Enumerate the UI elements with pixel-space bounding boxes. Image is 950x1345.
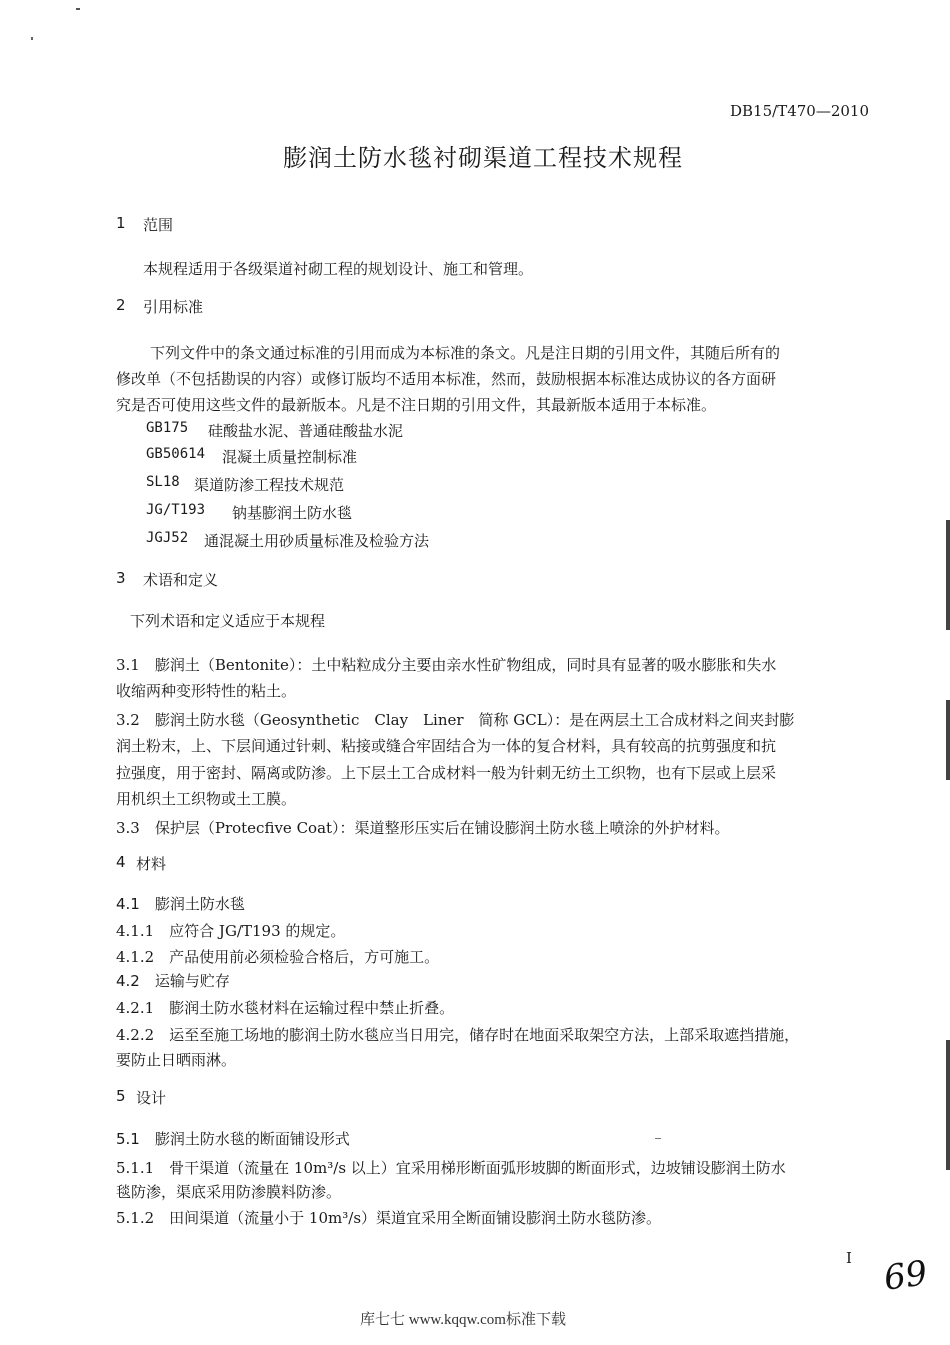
ref-code: GB175 [146, 420, 189, 436]
subsection-4-1: 4.1 膨润土防水毯 [116, 895, 245, 913]
clause-4-1-2: 4.1.2 产品使用前必须检验合格后，方可施工。 [116, 948, 440, 966]
term-3-2-line: 拉强度，用于密封、隔离或防渗。上下层土工合成材料一般为针刺无纺土工织物，也有下层或上层采 [116, 764, 777, 782]
subsection-5-1: 5.1 膨润土防水毯的断面铺设形式 [116, 1130, 350, 1148]
footer-watermark: 库七七 www.kqqw.com标准下载 [360, 1312, 566, 1328]
scan-speck [655, 1138, 661, 1139]
section-3-intro: 下列术语和定义适应于本规程 [130, 612, 326, 630]
ref-name: 混凝土质量控制标准 [222, 448, 358, 466]
scan-speck [31, 37, 33, 40]
section-2-para-line: 修改单（不包括勘误的内容）或修订版均不适用本标准，然而，鼓励根据本标准达成协议的各方面研 [116, 370, 777, 388]
section-3-number: 3 [116, 569, 126, 587]
ref-code: JGJ52 [146, 530, 189, 546]
scan-speck [76, 8, 80, 10]
ref-name: 硅酸盐水泥、普通硅酸盐水泥 [208, 422, 404, 440]
section-3-heading: 术语和定义 [143, 571, 219, 589]
clause-5-1-1-line: 5.1.1 骨干渠道（流量在 10m³/s 以上）宜采用梯形断面弧形坡脚的断面形式，边坡铺设膨润土防水 [116, 1159, 786, 1177]
ref-code: SL18 [146, 474, 180, 490]
ref-name: 钠基膨润土防水毯 [232, 504, 353, 522]
scan-edge [946, 700, 950, 780]
handwritten-page-number: 69 [881, 1253, 930, 1299]
section-1-text: 本规程适用于各级渠道衬砌工程的规划设计、施工和管理。 [143, 260, 534, 278]
term-3-2-line: 润土粉末，上、下层间通过针刺、粘接或缝合牢固结合为一体的复合材料，具有较高的抗剪强度和抗 [116, 737, 777, 755]
term-3-1-line: 3.1 膨润土（Bentonite）：土中粘粒成分主要由亲水性矿物组成，同时具有显著的吸水膨胀和失水 [116, 656, 777, 674]
clause-4-2-1: 4.2.1 膨润土防水毯材料在运输过程中禁止折叠。 [116, 999, 455, 1017]
clause-5-1-2: 5.1.2 田间渠道（流量小于 10m³/s）渠道宜采用全断面铺设膨润土防水毯防渗。 [116, 1209, 662, 1227]
section-2-para-line: 下列文件中的条文通过标准的引用而成为本标准的条文。凡是注日期的引用文件，其随后所有的 [150, 344, 781, 362]
page-number: I [846, 1249, 852, 1267]
document-code: DB15/T470—2010 [730, 102, 869, 120]
section-1-number: 1 [116, 214, 126, 232]
term-3-2-line: 用机织土工织物或土工膜。 [116, 790, 297, 808]
ref-name: 通混凝土用砂质量标准及检验方法 [204, 532, 430, 550]
ref-name: 渠道防渗工程技术规范 [194, 476, 345, 494]
section-4-heading: 材料 [136, 855, 167, 873]
ref-code: JG/T193 [146, 502, 206, 518]
term-3-1-line: 收缩两种变形特性的粘土。 [116, 682, 297, 700]
clause-4-2-2-line: 要防止日晒雨淋。 [116, 1051, 237, 1069]
clause-5-1-1-line: 毯防渗，渠底采用防渗膜料防渗。 [116, 1183, 342, 1201]
term-3-3: 3.3 保护层（Protecfive Coat）：渠道整形压实后在铺设膨润土防水毯上喷涂的外护材料。 [116, 819, 730, 837]
clause-4-2-2-line: 4.2.2 运至至施工场地的膨润土防水毯应当日用完，储存时在地面采取架空方法，上部采取遮挡措施， [116, 1026, 800, 1044]
section-1-heading: 范围 [143, 216, 174, 234]
scan-edge [946, 520, 950, 630]
section-2-heading: 引用标准 [143, 298, 204, 316]
section-4-number: 4 [116, 853, 126, 871]
section-2-para-line: 究是否可使用这些文件的最新版本。凡是不注日期的引用文件，其最新版本适用于本标准。 [116, 396, 717, 414]
clause-4-1-1: 4.1.1 应符合 JG/T193 的规定。 [116, 922, 346, 940]
document-title: 膨润土防水毯衬砌渠道工程技术规程 [283, 144, 683, 172]
section-5-heading: 设计 [136, 1089, 167, 1107]
section-5-number: 5 [116, 1087, 126, 1105]
scan-edge [946, 1040, 950, 1170]
ref-code: GB50614 [146, 446, 206, 462]
term-3-2-line: 3.2 膨润土防水毯（Geosynthetic Clay Liner 简称 GCL）：是在两层土工合成材料之间夹封膨 [116, 711, 795, 729]
section-2-number: 2 [116, 296, 126, 314]
subsection-4-2: 4.2 运输与贮存 [116, 972, 230, 990]
